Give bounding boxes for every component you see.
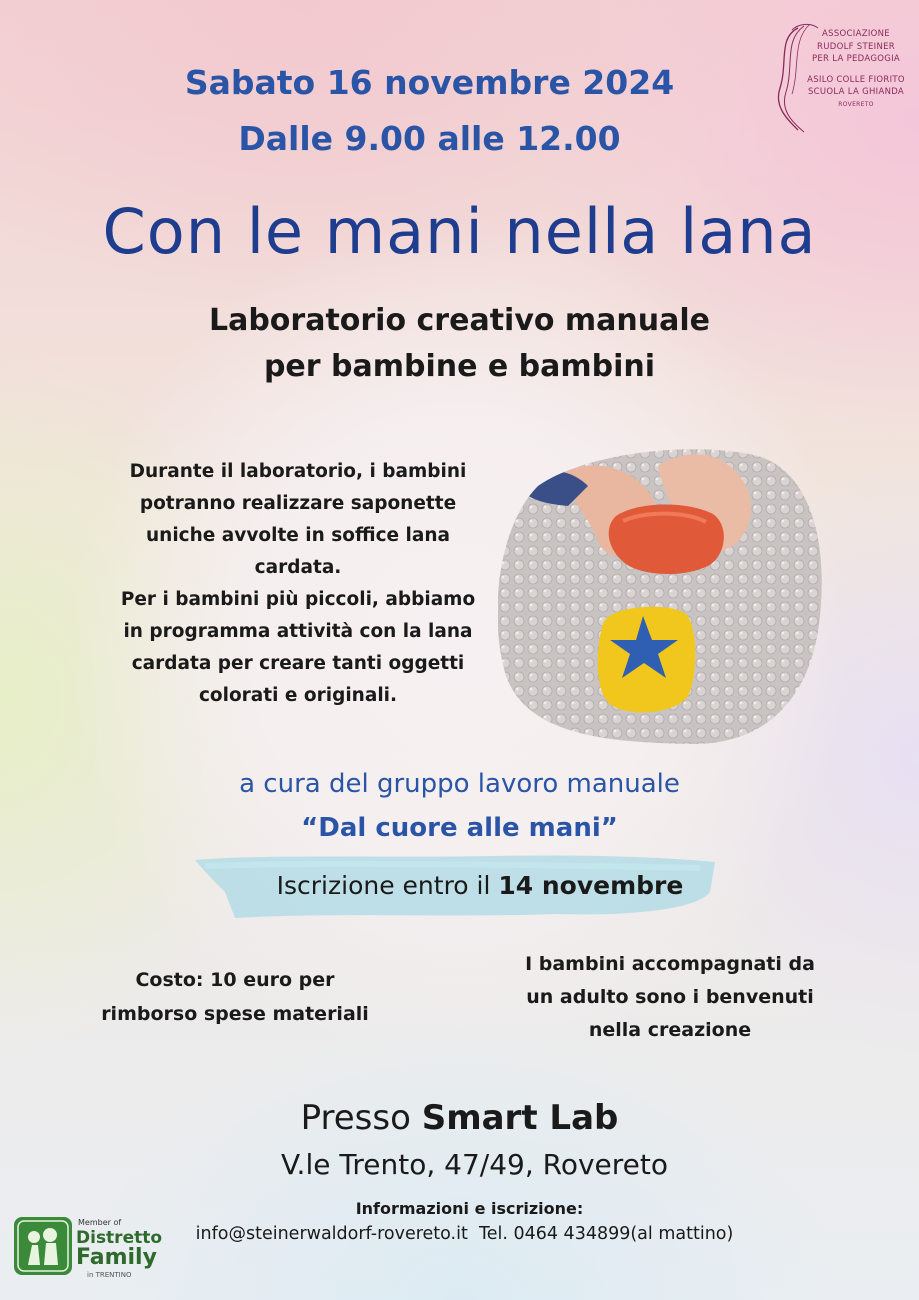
event-subtitle bbox=[0, 298, 919, 390]
registration-deadline bbox=[220, 871, 740, 900]
description-line: cardata per creare tanti oggetti bbox=[131, 653, 465, 674]
description-line: colorati e originali. bbox=[198, 685, 398, 706]
contact-email[interactable]: info@steinerwaldorf-rovereto.it bbox=[195, 1224, 468, 1244]
venue-address: V.le Trento, 47/49, Rovereto bbox=[281, 1148, 668, 1181]
organizer bbox=[0, 762, 919, 850]
contact-phone[interactable]: Tel. 0464 434899(al mattino) bbox=[478, 1224, 734, 1244]
felted-soap-photo bbox=[498, 446, 826, 746]
adults-line: nella creazione bbox=[588, 1019, 752, 1041]
info-heading: Informazioni e iscrizione: bbox=[355, 1199, 584, 1218]
event-description bbox=[88, 456, 508, 712]
assoc-line: RUDOLF STEINER bbox=[817, 41, 895, 52]
family-trentino: in TRENTINO bbox=[87, 1271, 132, 1279]
adults-line: I bambini accompagnati da bbox=[525, 953, 815, 975]
event-title: Con le mani nella lana bbox=[102, 195, 817, 268]
event-time: Dalle 9.00 alle 12.00 bbox=[238, 119, 621, 158]
assoc-line: ROVERETO bbox=[838, 100, 874, 108]
description-line: in programma attività con la lana bbox=[123, 621, 473, 642]
family-family: Family bbox=[76, 1245, 157, 1270]
assoc-line: SCUOLA LA GHIANDA bbox=[807, 87, 905, 97]
description-line: potranno realizzare saponette bbox=[139, 493, 457, 514]
adults-note bbox=[500, 948, 840, 1047]
venue-name: Smart Lab bbox=[421, 1098, 619, 1138]
venue-prefix: Presso bbox=[300, 1098, 422, 1138]
subtitle-line: Laboratorio creativo manuale bbox=[208, 303, 711, 338]
cost-line: rimborso spese materiali bbox=[101, 1003, 369, 1025]
adults-line: un adulto sono i benvenuti bbox=[526, 986, 814, 1008]
assoc-line: ASILO COLLE FIORITO bbox=[807, 74, 905, 85]
description-line: uniche avvolte in soffice lana bbox=[145, 525, 451, 546]
registration-prefix: Iscrizione entro il bbox=[276, 871, 499, 900]
description-line: Durante il laboratorio, i bambini bbox=[129, 461, 467, 482]
organizer-line: a cura del gruppo lavoro manuale bbox=[239, 769, 680, 799]
assoc-line: PER LA PEDAGOGIA bbox=[811, 54, 901, 64]
family-member-of: Member of bbox=[78, 1218, 122, 1227]
assoc-line: ASSOCIAZIONE bbox=[822, 29, 890, 39]
registration-date: 14 novembre bbox=[498, 871, 684, 900]
cost-info bbox=[90, 963, 380, 1031]
organizer-group-name: “Dal cuore alle mani” bbox=[301, 813, 618, 843]
cost-line: Costo: 10 euro per bbox=[135, 969, 335, 991]
description-line: cardata. bbox=[254, 557, 342, 578]
description-line: Per i bambini più piccoli, abbiamo bbox=[120, 589, 476, 610]
subtitle-line: per bambine e bambini bbox=[263, 349, 656, 384]
family-distretto: Distretto bbox=[76, 1228, 163, 1248]
venue bbox=[0, 1098, 919, 1138]
event-datetime bbox=[0, 55, 919, 167]
event-date: Sabato 16 novembre 2024 bbox=[184, 63, 675, 102]
